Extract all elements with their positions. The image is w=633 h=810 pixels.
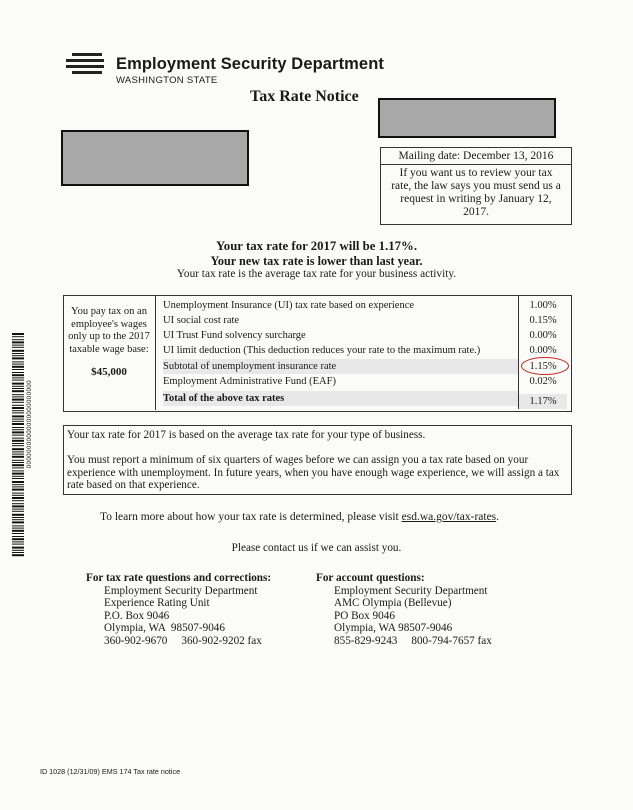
- wage-base-cell: [63, 295, 156, 410]
- wage-base-text: You pay tax on an employee's wages only up to the 2017 taxable wage base:: [68, 306, 150, 355]
- rate-label-total: Total of the above tax rates: [163, 391, 518, 406]
- contact-heading: For account questions:: [316, 572, 425, 584]
- rate-label: UI social cost rate: [163, 315, 240, 326]
- rate-label: UI Trust Fund solvency surcharge: [163, 330, 306, 341]
- rate-label: Unemployment Insurance (UI) tax rate based on experience: [163, 300, 415, 311]
- esd-logo-icon: [66, 53, 106, 79]
- mailing-box: [380, 147, 572, 225]
- explanation-box: [63, 425, 572, 495]
- contact-line: Olympia, WA 98507-9046: [104, 622, 225, 634]
- explanation-line: Your tax rate for 2017 is based on the average tax rate for your type of business.: [67, 429, 426, 441]
- contact-line: PO Box 9046: [334, 609, 395, 622]
- rate-average-note: Your tax rate is the average tax rate for your business activity.: [176, 268, 457, 280]
- rate-value: 0.00%: [529, 345, 557, 356]
- org-name: Employment Security Department: [116, 55, 384, 73]
- contact-line: Please contact us if we can assist you.: [231, 542, 402, 554]
- redacted-address: [61, 130, 249, 186]
- rate-value: 0.00%: [529, 330, 557, 341]
- subtotal-highlight-circle: [521, 357, 569, 375]
- rate-value-total: 1.17%: [519, 394, 567, 409]
- contact-line: Experience Rating Unit: [104, 597, 210, 609]
- document-title: Tax Rate Notice: [250, 88, 359, 105]
- contact-line: P.O. Box 9046: [104, 609, 170, 622]
- barcode-digits: 00000000000000000000000: [26, 380, 33, 469]
- mailing-date: Mailing date: December 13, 2016: [381, 148, 571, 165]
- rate-headline: Your tax rate for 2017 will be 1.17%.: [215, 239, 418, 253]
- review-notice: If you want us to review your tax rate, the law says you must send us a request in writing by January 12, 2017.: [391, 167, 561, 218]
- contact-line: Employment Security Department: [104, 584, 258, 597]
- rate-label: Employment Administrative Fund (EAF): [163, 376, 336, 387]
- learn-more-text: To learn more about how your tax rate is determined, please visit: [100, 511, 402, 523]
- learn-more: [100, 511, 499, 523]
- rate-value: 0.02%: [529, 376, 557, 387]
- rate-value-subtotal: 1.15%: [529, 361, 557, 372]
- contact-line: AMC Olympia (Bellevue): [334, 597, 452, 609]
- tax-rates-link[interactable]: esd.wa.gov/tax-rates: [401, 511, 497, 523]
- rate-lower-note: Your new tax rate is lower than last year.: [210, 254, 423, 268]
- contact-block-tax-rate: [86, 572, 271, 647]
- rate-label: UI limit deduction (This deduction reduces your rate to the maximum rate.): [163, 345, 481, 356]
- form-id-footer: ID 1028 (12/31/09) EMS 174 Tax rate notice: [40, 767, 181, 776]
- contact-phone: 360-902-9670 360-902-9202 fax: [104, 634, 262, 647]
- contact-heading: For tax rate questions and corrections:: [86, 572, 272, 584]
- rate-value: 0.15%: [529, 315, 557, 326]
- explanation-paragraph: You must report a minimum of six quarters of wages before we can assign you a tax rate based on your experience with unemployment. In future years, when you have enough wage experience, we will assign a tax rate based on that experience.: [67, 453, 560, 492]
- contact-line: Employment Security Department: [334, 584, 488, 597]
- learn-more-suffix: .: [496, 511, 500, 523]
- redacted-block: [378, 98, 556, 138]
- org-subtitle: WASHINGTON STATE: [116, 75, 218, 86]
- wage-base-amount: $45,000: [91, 366, 127, 378]
- contact-line: Olympia, WA 98507-9046: [334, 622, 453, 634]
- rate-label-subtotal: Subtotal of unemployment insurance rate: [163, 359, 518, 374]
- rate-value: 1.00%: [529, 300, 557, 311]
- contact-phone: 855-829-9243 800-794-7657 fax: [334, 634, 492, 647]
- contact-block-account: [316, 572, 492, 647]
